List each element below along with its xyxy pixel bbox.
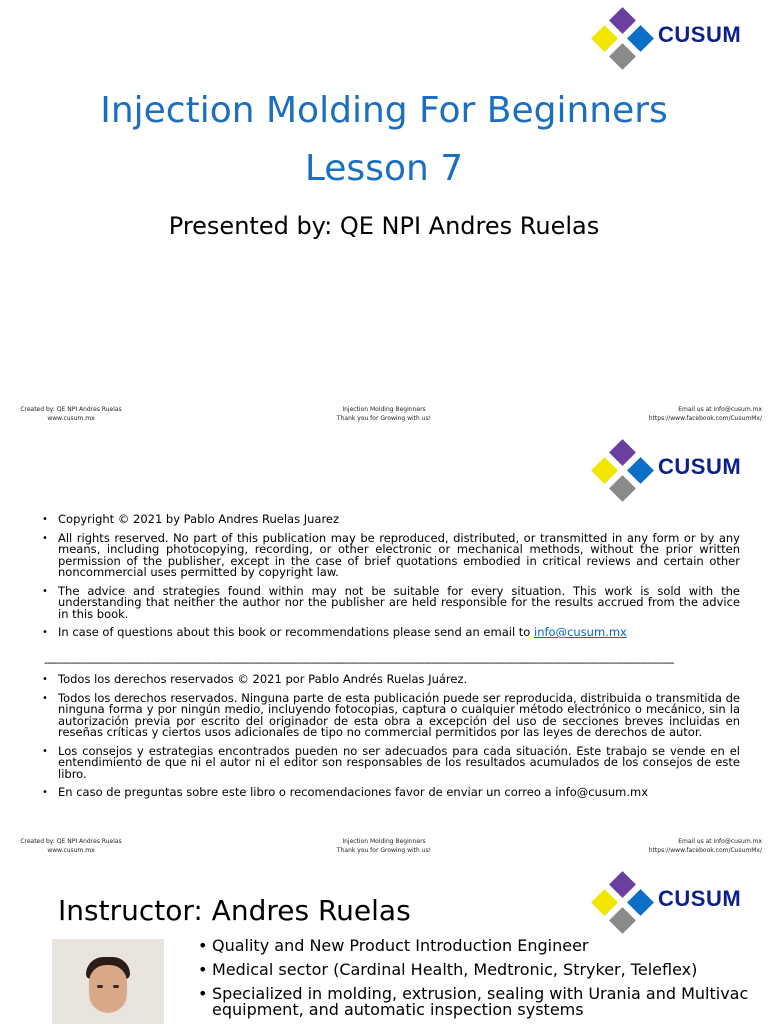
- list-item: • Specialized in molding, extrusion, sealing with Urania and Multivac equipment, and automatic inspection systems: [198, 984, 749, 1019]
- bullet-icon: •: [42, 692, 48, 704]
- footer-creator: Created by: QE NPI Andres Ruelas: [20, 406, 122, 413]
- section-separator: --------------------------------------------------------------------------------------------------------------------------------------------------------------------------------------------------------------------: [44, 656, 674, 669]
- instructor-title: Instructor: Andres Ruelas: [58, 894, 411, 927]
- bullet-icon: •: [198, 984, 208, 1003]
- footer-facebook: https://www.facebook.com/CusumMx/: [648, 847, 762, 854]
- slide-instructor: [0, 864, 768, 1024]
- list-item: • Todos los derechos reservados © 2021 por Pablo Andrés Ruelas Juárez.: [42, 672, 468, 686]
- bullet-icon: •: [42, 674, 48, 685]
- footer-right: [562, 405, 762, 423]
- logo-diamond-gray: [609, 43, 636, 70]
- footer-thanks: Thank you for Growing with us!: [336, 847, 432, 854]
- lesson-number: Lesson 7: [304, 148, 464, 189]
- footer-center: [284, 405, 484, 423]
- bullet-icon: •: [42, 532, 48, 544]
- logo-diamond-blue: [627, 889, 654, 916]
- footer-email: Email us at info@cusum.mx: [678, 838, 762, 845]
- copyright-english: [40, 514, 740, 646]
- logo-diamond-gray: [609, 907, 636, 934]
- footer-left: [6, 405, 136, 423]
- footer-thanks: Thank you for Growing with us!: [336, 415, 432, 422]
- bullet-icon: •: [42, 514, 48, 525]
- logo-diamond-blue: [627, 25, 654, 52]
- logo-diamond-gray: [609, 475, 636, 502]
- logo-diamond-blue: [627, 457, 654, 484]
- footer-course: Injection Molding Beginners: [342, 838, 426, 845]
- contact-text: In case of questions about this book or recommendations please send an email to: [58, 625, 534, 639]
- lesson-title: Injection Molding For Beginners: [100, 90, 668, 131]
- footer-left: [6, 837, 136, 855]
- footer-website: www.cusum.mx: [47, 847, 95, 854]
- instructor-photo: [52, 939, 164, 1024]
- bullet-icon: •: [42, 787, 48, 798]
- photo-face: [89, 965, 127, 1013]
- list-item: • Medical sector (Cardinal Health, Medtronic, Stryker, Teleflex): [198, 960, 698, 979]
- bullet-icon: •: [42, 745, 48, 757]
- logo-diamond-yellow: [591, 25, 618, 52]
- photo-eye: [113, 985, 119, 988]
- bullet-icon: •: [198, 960, 208, 979]
- list-item: • Todos los derechos reservados. Ninguna parte de esta publicación puede ser reproducida, distribuida o transmitida de ninguna forma y por ningún medio, incluyendo fotocopias, captura o cualquier método electrónico o mecánico, sin la autorización previa por escrito del originador de esta obra a excepción del uso de secciones breves incluidas en reseñas críticas y ciertos usos adicionales de tipo no commercial permitidos por las leyes de derechos de autor.: [42, 690, 740, 739]
- cusum-logo: [592, 6, 762, 86]
- footer-creator: Created by: QE NPI Andres Ruelas: [20, 838, 122, 845]
- logo-diamond-purple: [609, 871, 636, 898]
- list-item: • Quality and New Product Introduction Engineer: [198, 936, 589, 955]
- footer-facebook: https://www.facebook.com/CusumMx/: [648, 415, 762, 422]
- slide-footer: [0, 405, 768, 429]
- bullet-icon: •: [42, 585, 48, 597]
- logo-wordmark: CUSUM: [658, 886, 742, 911]
- footer-website: www.cusum.mx: [47, 415, 95, 422]
- footer-center: [284, 837, 484, 855]
- logo-diamond-yellow: [591, 889, 618, 916]
- logo-diamond-yellow: [591, 457, 618, 484]
- list-item: [40, 627, 740, 639]
- footer-email: Email us at info@cusum.mx: [678, 406, 762, 413]
- slide-footer: [0, 837, 768, 861]
- logo-wordmark: CUSUM: [658, 454, 742, 479]
- presenter-line: Presented by: QE NPI Andres Ruelas: [168, 212, 600, 240]
- list-item: • All rights reserved. No part of this publication may be reproduced, distributed, or transmitted in any form or by any means, including photocopying, recording, or other electronic or mechanical methods, without the prior written permission of the publisher, except in the case of brief quotations embodied in critical reviews and certain other noncommercial uses permitted by copyright law.: [42, 530, 740, 579]
- list-item: • The advice and strategies found within may not be suitable for every situation. This work is sold with the understanding that neither the author nor the publisher are held responsible for the results accrued from the advice in this book.: [42, 583, 740, 621]
- bullet-icon: •: [42, 627, 48, 638]
- slide-title: [0, 0, 768, 432]
- copyright-spanish: [40, 674, 740, 806]
- footer-course: Injection Molding Beginners: [342, 406, 426, 413]
- cusum-logo: [592, 438, 762, 518]
- instructor-bio: [198, 938, 758, 1024]
- list-item: • Copyright © 2021 by Pablo Andres Ruelas Juarez: [42, 512, 340, 526]
- list-item: • Los consejos y estrategias encontrados pueden no ser adecuados para cada situación. Este trabajo se vende en el entendimiento de que ni el autor ni el editor son responsables de los resultados acumulados de los consejos de este libro.: [42, 743, 740, 781]
- logo-wordmark: CUSUM: [658, 22, 742, 47]
- bullet-icon: •: [198, 936, 208, 955]
- photo-eye: [97, 985, 103, 988]
- slide-copyright: [0, 432, 768, 864]
- footer-right: [562, 837, 762, 855]
- logo-diamond-purple: [609, 439, 636, 466]
- list-item: • En caso de preguntas sobre este libro o recomendaciones favor de enviar un correo a info@cusum.mx: [42, 785, 649, 799]
- email-link[interactable]: info@cusum.mx: [534, 625, 627, 639]
- logo-diamond-purple: [609, 7, 636, 34]
